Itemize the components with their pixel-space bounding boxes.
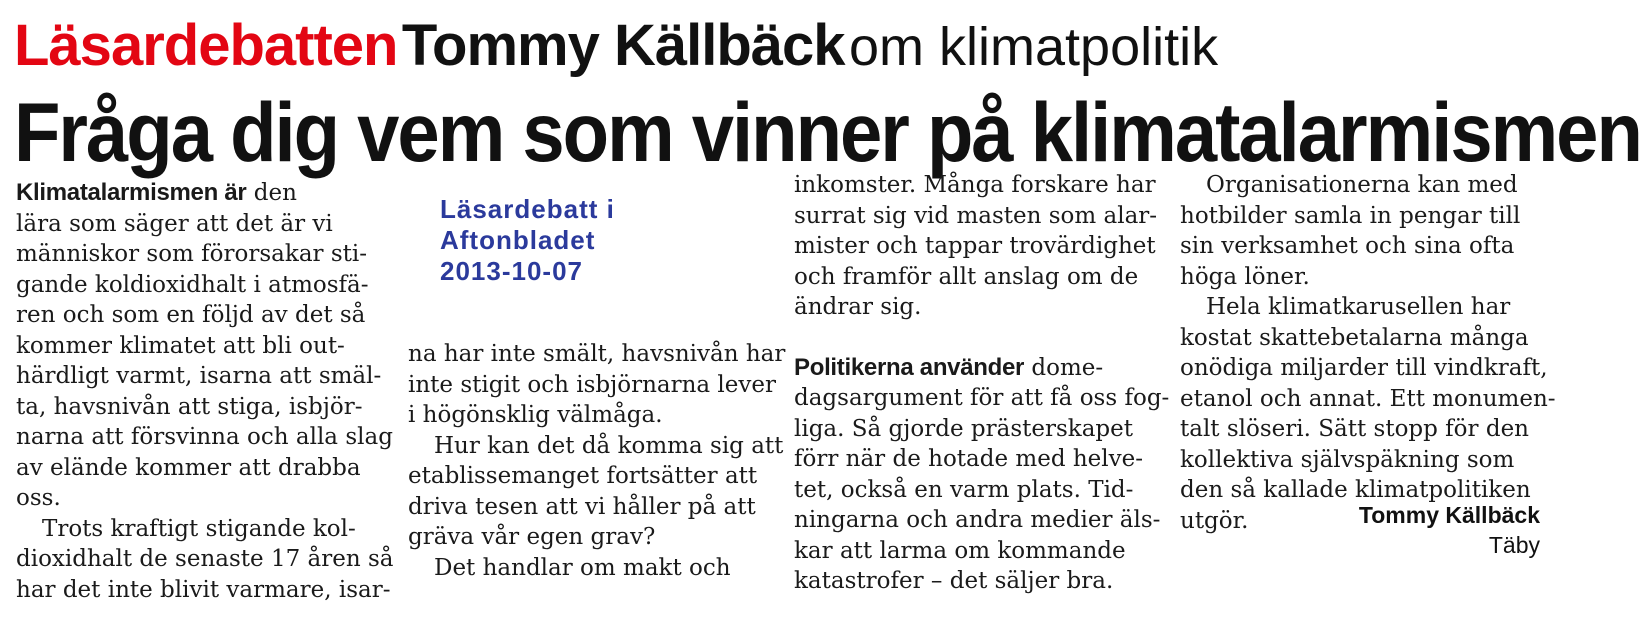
column-line: surrat sig vid masten som alar- [794, 202, 1158, 229]
stamp-line-2: Aftonbladet [440, 225, 596, 255]
paragraph-gap [794, 323, 1174, 353]
column-2 [408, 339, 788, 583]
column-line: kostat skattebetalarna många [1180, 324, 1529, 351]
column-line: av elände kommer att drabba [16, 454, 361, 481]
column-line: gräva vår egen grav? [408, 524, 656, 550]
column-line: lära som säger att det är vi [16, 210, 333, 237]
column-line: sin verksamhet och sina ofta [1180, 233, 1515, 259]
column-line: härdligt varmt, isarna att smäl- [16, 363, 382, 389]
column-line: den så kallade klimatpolitiken [1180, 477, 1531, 503]
column-line: inte stigit och isbjörnarna lever [408, 371, 776, 398]
column-line: hotbilder samla in pengar till [1180, 202, 1521, 229]
column-line: ta, havsnivån att stiga, isbjör- [16, 393, 363, 420]
column-line: dagsargument för att få oss fog- [794, 385, 1170, 411]
column-line: narna att försvinna och alla slag [16, 424, 393, 450]
column-line: liga. Så gjorde prästerskapet [794, 415, 1134, 442]
column-line: Hela klimatkarusellen har [1206, 294, 1511, 320]
column-line: Trots kraftigt stigande kol- [42, 515, 356, 542]
stamp-line-1: Läsardebatt i [440, 194, 615, 224]
byline-name: Tommy Källbäck [1358, 502, 1540, 528]
column-line: tet, också en varm plats. Tid- [794, 476, 1134, 503]
section-label: Läsardebatten [14, 13, 398, 78]
column-line: Organisationerna kan med [1206, 172, 1518, 198]
lead-in: Klimatalarmismen är [16, 179, 247, 206]
column-line: utgör. [1180, 507, 1249, 534]
column-line: ren och som en följd av det så [16, 302, 366, 328]
column-line: talt slöseri. Sätt stopp för den [1180, 416, 1529, 442]
column-line: och framför allt anslag om de [794, 263, 1139, 290]
column-3 [794, 170, 1174, 597]
byline [1359, 500, 1540, 560]
column-line: människor som förorsakar sti- [16, 241, 368, 267]
column-line: katastrofer – det säljer bra. [794, 568, 1114, 594]
column-line: Hur kan det då komma sig att [434, 432, 784, 459]
column-line: Klimatalarmismen är den [16, 179, 297, 206]
column-line: förr när de hotade med helve- [794, 446, 1144, 472]
column-line: Politikerna använder dome- [794, 353, 1104, 381]
column-line: kollektiva självspäkning som [1180, 446, 1515, 473]
column-line: etablissemanget fortsätter att [408, 463, 758, 489]
column-1 [16, 178, 396, 605]
column-line: Det handlar om makt och [434, 554, 731, 581]
column-line: ändrar sig. [794, 294, 922, 320]
column-line: i högönsklig välmåga. [408, 402, 663, 428]
byline-place: Täby [1488, 532, 1540, 558]
column-line: kommer klimatet att bli out- [16, 332, 345, 359]
column-line: driva tesen att vi håller på att [408, 493, 756, 520]
kicker-topic: om klimatpolitik [849, 17, 1219, 77]
lead-in: Politikerna använder [794, 353, 1025, 381]
column-4 [1180, 170, 1560, 536]
publication-stamp [440, 194, 615, 287]
column-line: gande koldioxidhalt i atmosfä- [16, 271, 369, 298]
column-line: har det inte blivit varmare, isar- [16, 576, 391, 603]
kicker-author: Tommy Källbäck [401, 13, 845, 78]
stamp-date: 2013-10-07 [440, 256, 583, 286]
column-line: oss. [16, 485, 61, 511]
column-line: mister och tappar trovärdighet [794, 233, 1156, 259]
column-line: dioxidhalt de senaste 17 åren så [16, 546, 394, 572]
column-line: ningarna och andra medier äls- [794, 507, 1161, 533]
headline: Fråga dig vem som vinner på klimatalarmismen [14, 86, 1641, 180]
column-line: onödiga miljarder till vindkraft, [1180, 355, 1548, 381]
column-line: etanol och annat. Ett monumen- [1180, 385, 1556, 412]
column-line: na har inte smält, havsnivån har [408, 341, 786, 367]
column-line: höga löner. [1180, 263, 1310, 290]
column-line: inkomster. Många forskare har [794, 172, 1156, 198]
column-line: kar att larma om kommande [794, 537, 1126, 564]
